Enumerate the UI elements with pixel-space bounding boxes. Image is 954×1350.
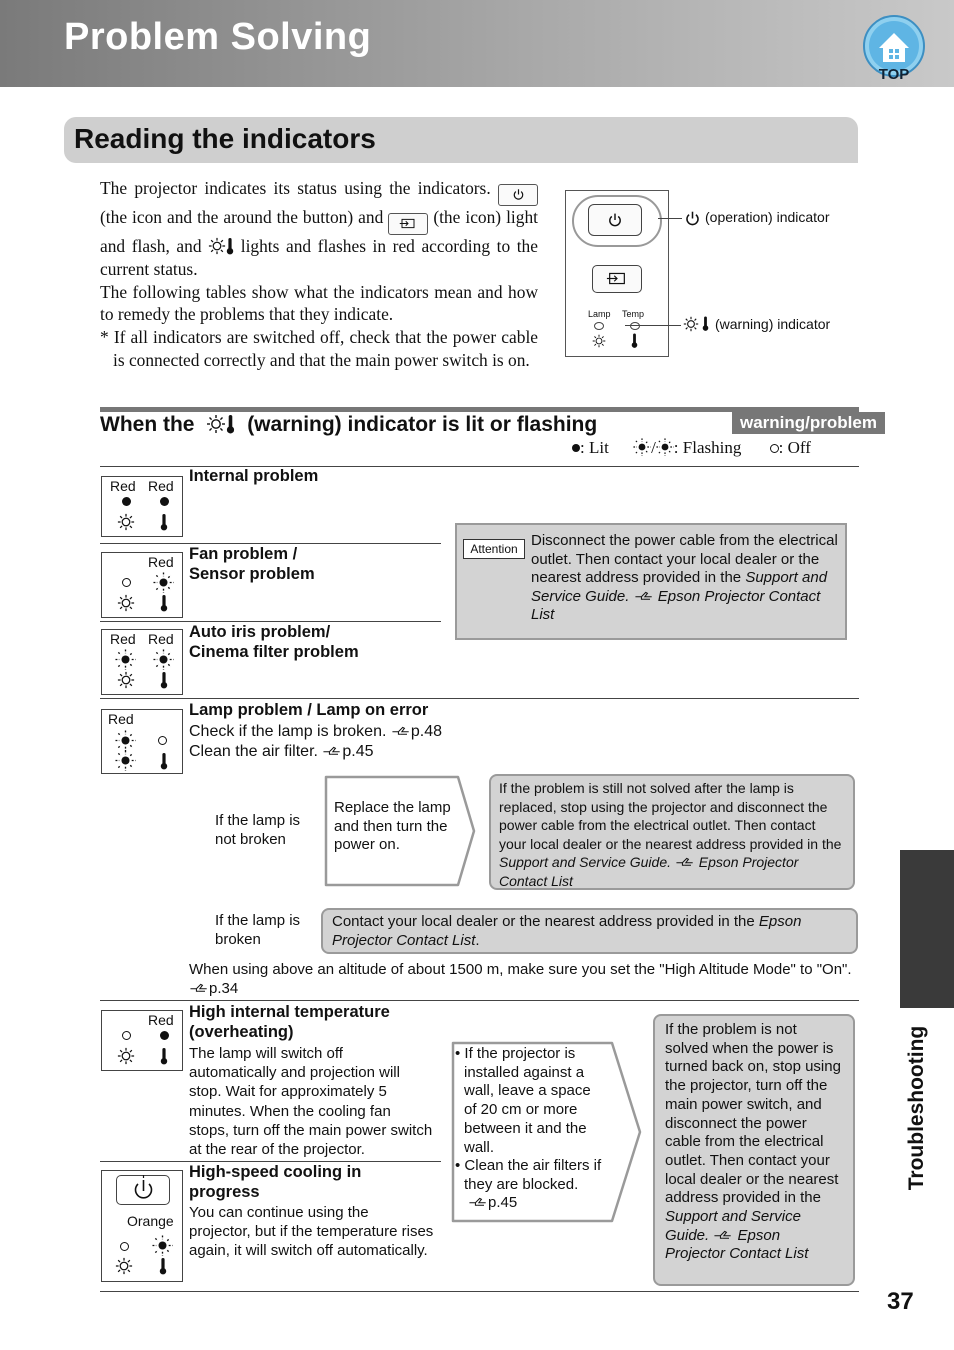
notsolved-text: If the problem is not solved when the power is turned back on, stop using the projector, turn off the main power switch, and disconnect the power cable from the electrical outlet. Then contact your local dealer or the nearest address provided in the bbox=[665, 1021, 841, 1207]
page-ref[interactable]: p.34 bbox=[209, 980, 239, 997]
cooling-text: You can continue using the projector, but if the temperature rises again, it will switch off automatically. bbox=[189, 1204, 434, 1260]
intro-p1-c: (the icon) light and flash, and bbox=[100, 207, 538, 256]
lamp-check bbox=[189, 722, 442, 742]
thermometer-icon bbox=[631, 332, 638, 349]
page-ref[interactable]: p.45 bbox=[488, 1194, 518, 1212]
source-button bbox=[592, 265, 642, 293]
hand-pointer-icon bbox=[713, 1228, 733, 1240]
power-key-icon bbox=[498, 184, 538, 206]
lit-dot-icon bbox=[122, 497, 131, 506]
altitude-text: When using above an altitude of about 1500 m, make sure you set the "High Altitude Mode" to "On". bbox=[189, 961, 852, 978]
thermometer-icon bbox=[160, 751, 168, 771]
callout-line bbox=[658, 218, 682, 219]
flashing-icon bbox=[153, 649, 174, 670]
red-label: Red bbox=[148, 1012, 174, 1028]
intro-text bbox=[100, 177, 538, 372]
indicator-box bbox=[101, 1010, 183, 1071]
lamp-icon bbox=[117, 513, 135, 531]
section-bar bbox=[64, 117, 858, 163]
attention-box bbox=[455, 523, 847, 640]
hand-pointer-icon bbox=[322, 744, 342, 756]
bullet-item: • Clean the air filters if they are blocked. p.45 bbox=[455, 1157, 602, 1212]
thermometer-icon bbox=[226, 414, 235, 434]
thermometer-icon bbox=[160, 1046, 168, 1066]
title-line: Auto iris problem/ bbox=[189, 623, 331, 641]
page-ref[interactable]: p.45 bbox=[342, 743, 374, 760]
subsection-heading bbox=[100, 407, 877, 436]
still-italic: Epson Projector Contact List bbox=[499, 854, 799, 889]
lamp-line2: Clean the air filter. bbox=[189, 743, 318, 760]
hand-pointer-icon bbox=[675, 855, 695, 867]
lamp-icon bbox=[208, 237, 226, 255]
lamp-line1: Check if the lamp is broken. bbox=[189, 723, 387, 740]
legend-off: : Off bbox=[778, 438, 811, 457]
flashing-icon bbox=[115, 730, 136, 751]
flashing-power-icon bbox=[130, 1175, 157, 1205]
lit-dot-icon bbox=[572, 444, 580, 452]
side-label bbox=[902, 1018, 932, 1198]
title-line: Fan problem / bbox=[189, 545, 298, 563]
notsolved-italic: Support and Service Guide. bbox=[665, 1208, 801, 1244]
flashing-icon bbox=[115, 649, 136, 670]
flashing-icon bbox=[152, 1235, 173, 1256]
row-title bbox=[189, 544, 315, 584]
indicator-box bbox=[101, 1170, 183, 1282]
bullet-text: Clean the air filters if they are blocked. bbox=[464, 1157, 602, 1193]
intro-p1-a: The projector indicates its status using the indicators. bbox=[100, 178, 491, 198]
subsection-title bbox=[100, 413, 597, 437]
temp-led bbox=[630, 322, 640, 330]
lit-dot-icon bbox=[160, 1031, 169, 1040]
page-number: 37 bbox=[887, 1288, 914, 1315]
indicator-box bbox=[101, 552, 183, 618]
contact-end: . bbox=[475, 932, 480, 949]
power-button bbox=[588, 204, 642, 236]
row-title bbox=[189, 1002, 390, 1042]
still-text: If the problem is still not solved after the lamp is replaced, stop using the projector and disconnect the power cable from the electrical outlet. Then contact your local dealer or the nearest address provided in the bbox=[499, 780, 842, 852]
still-not-solved-box bbox=[489, 774, 855, 890]
off-dot-icon bbox=[122, 578, 131, 587]
hightemp-text: The lamp will switch off automatically and projection will stop. Wait for approximately 5 minutes. When the cooling fan stops, turn off the main power switch at the rear of the projector. bbox=[189, 1045, 433, 1159]
intro-p2: The following tables show what the indicators mean and how to remedy the problems that they indicate. bbox=[100, 281, 538, 325]
warning-callout: (warning) indicator bbox=[715, 316, 831, 332]
temp-label: Temp bbox=[622, 309, 645, 319]
lit-dot-icon bbox=[160, 497, 169, 506]
attention-text-main: Disconnect the power cable from the electrical outlet. Then contact your local dealer or the nearest address provided in the bbox=[531, 532, 838, 586]
top-button[interactable] bbox=[862, 14, 926, 84]
lamp-icon bbox=[117, 1047, 135, 1065]
source-key-icon bbox=[388, 213, 428, 235]
indicator-box bbox=[101, 476, 183, 537]
broken-label: If the lamp is broken bbox=[215, 912, 301, 948]
legend: : Lit / : Flashing : Off bbox=[572, 438, 811, 458]
operation-callout: (operation) indicator bbox=[705, 209, 830, 225]
lamp-label: Lamp bbox=[588, 309, 611, 319]
page-ref[interactable]: p.48 bbox=[410, 723, 443, 740]
indicator-panel bbox=[565, 190, 669, 357]
flashing-icon bbox=[633, 438, 651, 456]
lamp-icon bbox=[117, 671, 135, 689]
row-title bbox=[189, 1162, 361, 1202]
intro-p1-d: lights and flashes in red according to the current status. bbox=[100, 236, 538, 279]
page-header bbox=[0, 0, 954, 87]
attention-italic: Support and Service Guide. bbox=[531, 569, 828, 605]
row-title bbox=[189, 622, 359, 662]
title-prefix: When the bbox=[100, 413, 195, 436]
warning-problem-tag: warning/problem bbox=[732, 412, 885, 434]
intro-p1-b: (the icon and the around the button) and bbox=[100, 207, 384, 227]
off-dot-icon bbox=[122, 1031, 131, 1040]
title-suffix: (warning) indicator is lit or flashing bbox=[247, 413, 598, 436]
replace-lamp-text: Replace the lamp and then turn the power on. bbox=[334, 799, 451, 853]
intro-p1 bbox=[100, 177, 538, 281]
attention-text bbox=[531, 532, 839, 625]
lamp-led bbox=[594, 322, 604, 330]
bullet-item: • If the projector is installed against a wall, leave a space of 20 cm or more between it and the wall. bbox=[455, 1045, 591, 1156]
lamp-icon bbox=[117, 594, 135, 612]
row-divider bbox=[100, 1000, 859, 1001]
thermometer-icon bbox=[160, 670, 168, 690]
page-title: Problem Solving bbox=[64, 16, 372, 58]
altitude-note bbox=[189, 960, 859, 998]
intro-note: * If all indicators are switched off, check that the power cable is connected correctly and that the main power switch is on. bbox=[100, 327, 538, 370]
lamp-clean bbox=[189, 742, 374, 762]
lamp-icon bbox=[592, 334, 606, 348]
attention-italic: Epson Projector Contact List bbox=[531, 587, 821, 623]
lamp-icon bbox=[206, 414, 226, 434]
contact-italic: Epson Projector Contact List bbox=[332, 913, 802, 949]
row-title: Lamp problem / Lamp on error bbox=[189, 701, 429, 719]
side-tab[interactable] bbox=[900, 850, 954, 1008]
row-divider bbox=[100, 698, 859, 699]
contact-text: Contact your local dealer or the nearest address provided in the bbox=[332, 913, 755, 930]
flashing-icon bbox=[656, 438, 674, 456]
lamp-icon bbox=[683, 316, 699, 332]
hand-pointer-icon bbox=[634, 589, 654, 601]
not-broken-label: If the lamp is not broken bbox=[215, 812, 301, 848]
thermometer-icon bbox=[702, 315, 709, 332]
indicator-box bbox=[101, 629, 183, 695]
hand-pointer-icon bbox=[189, 981, 209, 993]
red-label: Red bbox=[108, 711, 134, 727]
row-title: Internal problem bbox=[189, 467, 319, 485]
off-dot-icon bbox=[770, 444, 779, 453]
off-dot-icon bbox=[120, 1242, 129, 1251]
row-divider bbox=[100, 1291, 859, 1292]
still-italic: Support and Service Guide. bbox=[499, 854, 671, 870]
title-line: Sensor problem bbox=[189, 565, 315, 583]
title-line: Cinema filter problem bbox=[189, 643, 359, 661]
thermometer-icon bbox=[160, 593, 168, 613]
off-dot-icon bbox=[158, 736, 167, 745]
title-line: High internal temperature bbox=[189, 1003, 390, 1021]
top-label: TOP bbox=[878, 66, 910, 83]
contact-dealer-box bbox=[321, 908, 858, 954]
orange-label: Orange bbox=[127, 1213, 174, 1229]
title-line: (overheating) bbox=[189, 1023, 294, 1041]
lamp-icon bbox=[115, 1257, 133, 1275]
red-label: Red bbox=[110, 631, 136, 647]
flashing-icon bbox=[115, 750, 136, 771]
legend-flashing: : Flashing bbox=[673, 438, 742, 457]
flashing-icon bbox=[153, 572, 174, 593]
thermometer-icon bbox=[226, 237, 234, 255]
not-solved-box bbox=[653, 1014, 855, 1286]
title-line: High-speed cooling in bbox=[189, 1163, 362, 1181]
title-line: progress bbox=[189, 1183, 260, 1201]
power-icon bbox=[684, 210, 701, 227]
red-label: Red bbox=[110, 478, 136, 494]
red-label: Red bbox=[148, 554, 174, 570]
attention-label: Attention bbox=[463, 539, 525, 559]
troubleshooting-label: Troubleshooting bbox=[905, 1025, 928, 1191]
callout-line bbox=[625, 325, 681, 326]
red-label: Red bbox=[148, 478, 174, 494]
thermometer-icon bbox=[159, 1256, 167, 1276]
thermometer-icon bbox=[160, 512, 168, 532]
legend-lit: : Lit bbox=[580, 438, 609, 457]
hand-pointer-icon bbox=[468, 1195, 488, 1207]
indicator-box bbox=[101, 709, 183, 774]
section-title: Reading the indicators bbox=[74, 123, 376, 154]
red-label: Red bbox=[148, 631, 174, 647]
bullet-text: If the projector is installed against a wall, leave a space of 20 cm or more between it and the wall. bbox=[464, 1045, 591, 1156]
notsolved-italic: Epson Projector Contact List bbox=[665, 1226, 809, 1263]
hand-pointer-icon bbox=[391, 724, 411, 736]
